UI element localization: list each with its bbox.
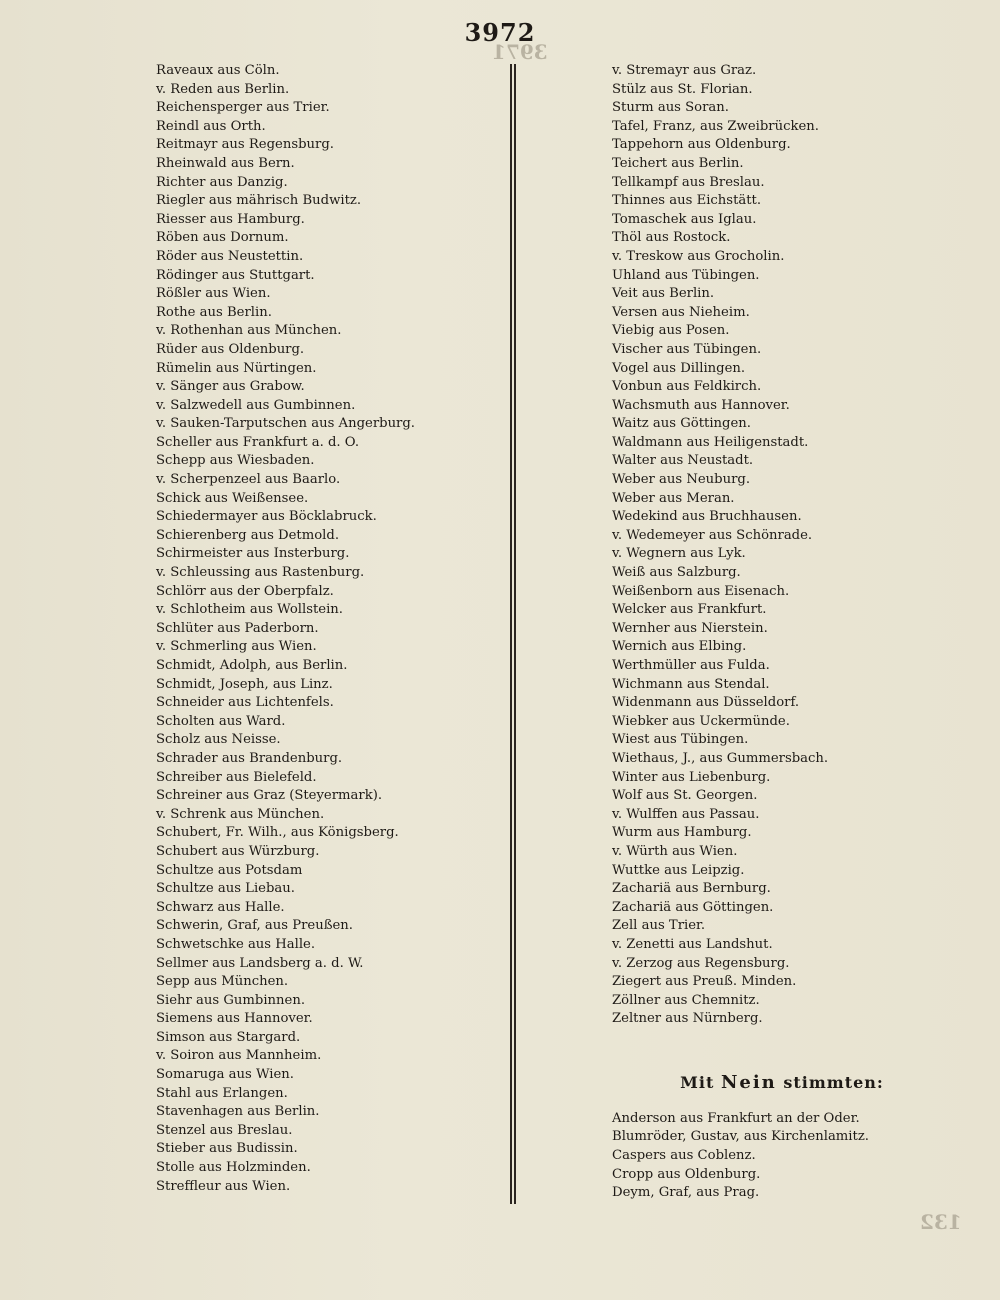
list-item: Scholz aus Neisse. [156, 732, 281, 748]
list-item: Ziegert aus Preuß. Minden. [612, 974, 797, 990]
list-item: Scholten aus Ward. [156, 713, 286, 729]
list-item: Reindl aus Orth. [156, 118, 266, 134]
list-item: v. Wulffen aus Passau. [612, 806, 760, 822]
list-item: Tafel, Franz, aus Zweibrücken. [612, 118, 819, 134]
list-item: Schiedermayer aus Böcklabruck. [156, 509, 377, 525]
list-item: Zachariä aus Bernburg. [612, 881, 771, 897]
list-item: Schmidt, Joseph, aus Linz. [156, 676, 333, 692]
list-item: Deym, Graf, aus Prag. [612, 1185, 760, 1201]
list-item: v. Schrenk aus München. [156, 806, 325, 822]
list-item: Blumröder, Gustav, aus Kirchenlamitz. [612, 1129, 869, 1145]
list-item: v. Salzwedell aus Gumbinnen. [156, 397, 356, 413]
list-item: Vogel aus Dillingen. [612, 360, 746, 376]
list-item: Schirmeister aus Insterburg. [156, 546, 350, 562]
list-item: Stieber aus Budissin. [156, 1141, 298, 1157]
list-item: v. Wegnern aus Lyk. [612, 546, 746, 562]
list-item: Riesser aus Hamburg. [156, 211, 305, 227]
list-item: Anderson aus Frankfurt an der Oder. [612, 1110, 860, 1126]
list-item: Rothe aus Berlin. [156, 304, 272, 320]
list-item: Stahl aus Erlangen. [156, 1085, 288, 1101]
list-item: v. Zenetti aus Landshut. [612, 936, 773, 952]
page-number: 3972 [464, 18, 536, 47]
list-item: Raveaux aus Cöln. [156, 63, 280, 78]
list-item: Schultze aus Liebau. [156, 881, 295, 897]
list-item: Schubert aus Würzburg. [156, 843, 320, 859]
list-item: Schrader aus Brandenburg. [156, 750, 343, 766]
list-item: v. Rothenhan aus München. [156, 323, 342, 339]
list-item: v. Reden aus Berlin. [156, 81, 290, 97]
list-item: Uhland aus Tübingen. [612, 267, 760, 283]
list-item: Wedekind aus Bruchhausen. [612, 509, 802, 525]
list-item: Sellmer aus Landsberg a. d. W. [156, 955, 364, 971]
list-item: Walter aus Neustadt. [612, 453, 754, 469]
list-item: Schneider aus Lichtenfels. [156, 695, 334, 711]
list-item: Wurm aus Hamburg. [612, 825, 752, 841]
list-item: Vischer aus Tübingen. [612, 341, 762, 357]
list-item: Rümelin aus Nürtingen. [156, 360, 317, 376]
list-item: Thinnes aus Eichstätt. [612, 193, 762, 209]
list-item: Schlörr aus der Oberpfalz. [156, 583, 334, 599]
list-item: Tappehorn aus Oldenburg. [612, 137, 791, 153]
list-item: Cropp aus Oldenburg. [612, 1166, 761, 1182]
list-item: Zöllner aus Chemnitz. [612, 992, 760, 1008]
list-item: Versen aus Nieheim. [612, 304, 750, 320]
list-item: v. Wedemeyer aus Schönrade. [612, 527, 813, 543]
right-name-list [612, 62, 952, 1029]
column-divider [510, 64, 516, 1204]
list-item: Waitz aus Göttingen. [612, 416, 751, 432]
list-item: Schultze aus Potsdam [156, 862, 303, 878]
list-item: Weißenborn aus Eisenach. [612, 583, 790, 599]
list-item: Stülz aus St. Florian. [612, 81, 753, 97]
list-item: Schwerin, Graf, aus Preußen. [156, 918, 353, 934]
list-item: Reichensperger aus Trier. [156, 100, 330, 116]
list-item: Stolle aus Holzminden. [156, 1160, 311, 1176]
list-item: v. Stremayr aus Graz. [612, 63, 757, 78]
list-item: Somaruga aus Wien. [156, 1067, 294, 1083]
no-votes-name-list [612, 1110, 952, 1203]
list-item: Schubert, Fr. Wilh., aus Königsberg. [156, 825, 399, 841]
list-item: Veit aus Berlin. [612, 286, 715, 302]
list-item: v. Treskow aus Grocholin. [612, 248, 785, 264]
heading-emphasis: Nein [720, 1071, 777, 1093]
list-item: Schreiner aus Graz (Steyermark). [156, 788, 383, 804]
list-item: Caspers aus Coblenz. [612, 1148, 756, 1164]
list-item: Tellkampf aus Breslau. [612, 174, 765, 190]
list-item: Schwarz aus Halle. [156, 899, 285, 915]
list-item: Thöl aus Rostock. [612, 230, 731, 246]
list-item: v. Zerzog aus Regensburg. [612, 955, 790, 971]
list-item: Weber aus Neuburg. [612, 472, 751, 488]
list-item: Schick aus Weißensee. [156, 490, 309, 506]
list-item: Viebig aus Posen. [612, 323, 730, 339]
list-item: Siemens aus Hannover. [156, 1011, 313, 1027]
list-item: Weber aus Meran. [612, 490, 735, 506]
list-item: Röben aus Dornum. [156, 230, 289, 246]
list-item: Streffleur aus Wien. [156, 1178, 291, 1194]
right-column [612, 62, 952, 1203]
list-item: v. Soiron aus Mannheim. [156, 1048, 322, 1064]
section-heading-no-votes [612, 1072, 952, 1094]
list-item: Widenmann aus Düsseldorf. [612, 695, 800, 711]
list-item: Zachariä aus Göttingen. [612, 899, 774, 915]
list-item: Weiß aus Salzburg. [612, 565, 741, 581]
list-item: v. Würth aus Wien. [612, 843, 738, 859]
left-name-list [156, 62, 496, 1196]
list-item: Simson aus Stargard. [156, 1029, 301, 1045]
list-item: v. Schmerling aus Wien. [156, 639, 317, 655]
list-item: Stavenhagen aus Berlin. [156, 1104, 320, 1120]
left-column [156, 62, 496, 1196]
list-item: Tomaschek aus Iglau. [612, 211, 757, 227]
list-item: Schwetschke aus Halle. [156, 936, 316, 952]
list-item: v. Sauken-Tarputschen aus Angerburg. [156, 416, 415, 432]
list-item: Wichmann aus Stendal. [612, 676, 770, 692]
list-item: Teichert aus Berlin. [612, 155, 744, 171]
list-item: Richter aus Danzig. [156, 174, 288, 190]
list-item: v. Schleussing aus Rastenburg. [156, 565, 365, 581]
list-item: Rheinwald aus Bern. [156, 155, 295, 171]
list-item: Waldmann aus Heiligenstadt. [612, 434, 809, 450]
list-item: Schreiber aus Bielefeld. [156, 769, 317, 785]
list-item: Schmidt, Adolph, aus Berlin. [156, 658, 348, 673]
list-item: Wiest aus Tübingen. [612, 732, 749, 748]
list-item: Zeltner aus Nürnberg. [612, 1011, 763, 1027]
list-item: Schierenberg aus Detmold. [156, 527, 340, 543]
list-item: Schlüter aus Paderborn. [156, 620, 319, 636]
list-item: Rödinger aus Stuttgart. [156, 267, 315, 283]
list-item: Wernher aus Nierstein. [612, 620, 768, 636]
list-item: v. Scherpenzeel aus Baarlo. [156, 472, 341, 488]
bleed-through-folio: 132 [920, 1210, 962, 1234]
list-item: Wuttke aus Leipzig. [612, 862, 745, 878]
heading-suffix: stimmten: [783, 1072, 884, 1092]
list-item: Reitmayr aus Regensburg. [156, 137, 334, 153]
heading-prefix: Mit [680, 1072, 715, 1092]
list-item: Welcker aus Frankfurt. [612, 602, 767, 618]
list-item: Stenzel aus Breslau. [156, 1122, 293, 1138]
list-item: Röder aus Neustettin. [156, 248, 304, 264]
bleed-through-page-number: 3971 [492, 40, 548, 64]
list-item: Siehr aus Gumbinnen. [156, 992, 306, 1008]
list-item: Schepp aus Wiesbaden. [156, 453, 315, 469]
list-item: Wiebker aus Uckermünde. [612, 713, 790, 729]
list-item: v. Schlotheim aus Wollstein. [156, 602, 343, 618]
list-item: Scheller aus Frankfurt a. d. O. [156, 434, 360, 450]
list-item: Werthmüller aus Fulda. [612, 658, 770, 673]
list-item: Wernich aus Elbing. [612, 639, 747, 655]
list-item: Zell aus Trier. [612, 918, 706, 934]
list-item: Wachsmuth aus Hannover. [612, 397, 790, 413]
list-item: Rößler aus Wien. [156, 286, 271, 302]
list-item: Vonbun aus Feldkirch. [612, 379, 762, 395]
list-item: v. Sänger aus Grabow. [156, 379, 305, 395]
list-item: Winter aus Liebenburg. [612, 769, 771, 785]
list-item: Rüder aus Oldenburg. [156, 341, 305, 357]
list-item: Wolf aus St. Georgen. [612, 788, 758, 804]
list-item: Sepp aus München. [156, 974, 289, 990]
list-item: Riegler aus mährisch Budwitz. [156, 193, 362, 209]
list-item: Wiethaus, J., aus Gummersbach. [612, 750, 829, 766]
list-item: Sturm aus Soran. [612, 100, 729, 116]
